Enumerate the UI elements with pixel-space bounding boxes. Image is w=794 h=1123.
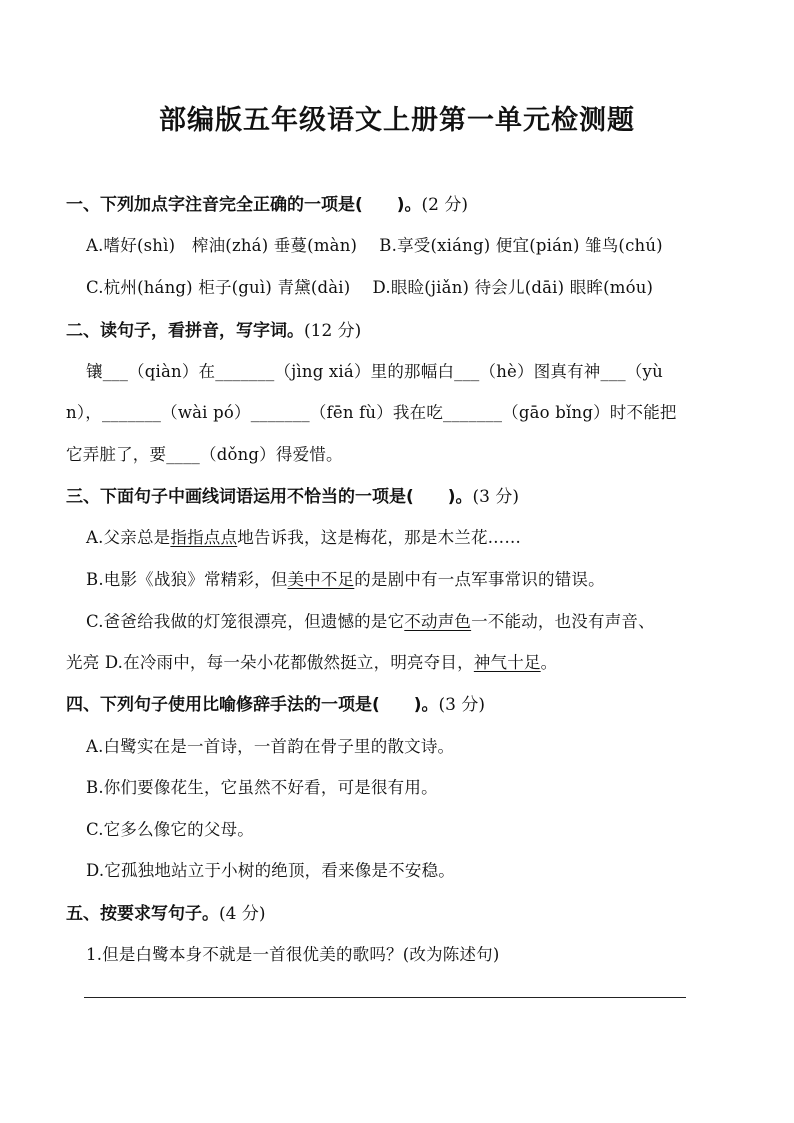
option-c-underlined-word: 不动声色 [404,612,472,631]
question-1-text: 一、下列加点字注音完全正确的一项是( )。 [66,195,422,215]
question-3-points: (3 分) [472,487,520,507]
question-5-text: 五、按要求写句子。 [66,904,219,924]
option-c-text-end: 一不能动，也没有声音、 [471,612,655,631]
option-d-text-end: 。 [540,653,558,672]
question-3-text: 三、下面句子中画线词语运用不恰当的一项是( )。 [66,487,473,507]
question-4-text: 四、下列句子使用比喻修辞手法的一项是( )。 [66,695,439,715]
option-b-text-end: 的是剧中有一点军事常识的错误。 [354,570,605,589]
question-3-option-b [86,566,605,590]
option-d-text: 光亮 D.在冷雨中，每一朵小花都傲然挺立，明亮夺目， [66,653,474,672]
question-2-line-2: n），_______（wài pó）_______（fēn fù）我在吃_______（gāo bǐng）时不能把 [66,403,677,422]
question-3-heading [66,482,519,507]
question-2-heading [66,316,361,341]
option-d-underlined-word: 神气十足 [473,653,541,672]
option-b-text: B.电影《战狼》常精彩，但 [86,570,288,589]
question-3-option-d [66,649,557,673]
question-4-option-a: A.白鹭实在是一首诗，一首韵在骨子里的散文诗。 [86,737,455,756]
question-2-line-3: 它弄脏了，要____（dǒng）得爱惜。 [66,445,343,464]
question-2-text: 二、读句子，看拼音，写字词。 [66,321,304,341]
question-3-option-c [86,608,655,632]
option-b-underlined-word: 美中不足 [287,570,355,589]
option-a-text: A.父亲总是 [86,528,171,547]
question-5-item-1: 1.但是白鹭本身不就是一首很优美的歌吗？(改为陈述句) [86,945,500,964]
question-5-heading [66,899,265,924]
page-title: 部编版五年级语文上册第一单元检测题 [159,105,635,136]
question-4-option-d: D.它孤独地站立于小树的绝顶，看来像是不安稳。 [86,861,455,880]
option-c-text: C.爸爸给我做的灯笼很漂亮，但遗憾的是它 [86,612,405,631]
option-a-text-end: 地告诉我，这是梅花，那是木兰花…… [237,528,522,547]
question-1-options-cd: C.杭州(háng) 柜子(guì) 青黛(dài) D.眼睑(jiǎn) 待会儿(dāi) 眼眸(móu) [86,278,654,297]
question-4-points: (3 分) [438,695,486,715]
question-2-points: (12 分) [304,321,362,341]
question-4-option-b: B.你们要像花生，它虽然不好看，可是很有用。 [86,778,438,797]
question-4-heading [66,690,485,715]
question-1-heading [66,190,468,215]
question-2-line-1: 镶___（qiàn）在_______（jìng xiá）里的那幅白___（hè）图真有神___（yù [86,362,663,381]
option-a-underlined-word: 指指点点 [170,528,238,547]
question-3-option-a [86,524,521,548]
question-1-options-ab: A.嗜好(shì) 榨油(zhá) 垂蔓(màn) B.享受(xiáng) 便宜(pián) 雏鸟(chú) [86,236,663,255]
question-5-points: (4 分) [219,904,266,924]
answer-line [84,997,686,998]
question-4-option-c: C.它多么像它的父母。 [86,820,254,839]
question-1-points: (2 分) [421,195,469,215]
